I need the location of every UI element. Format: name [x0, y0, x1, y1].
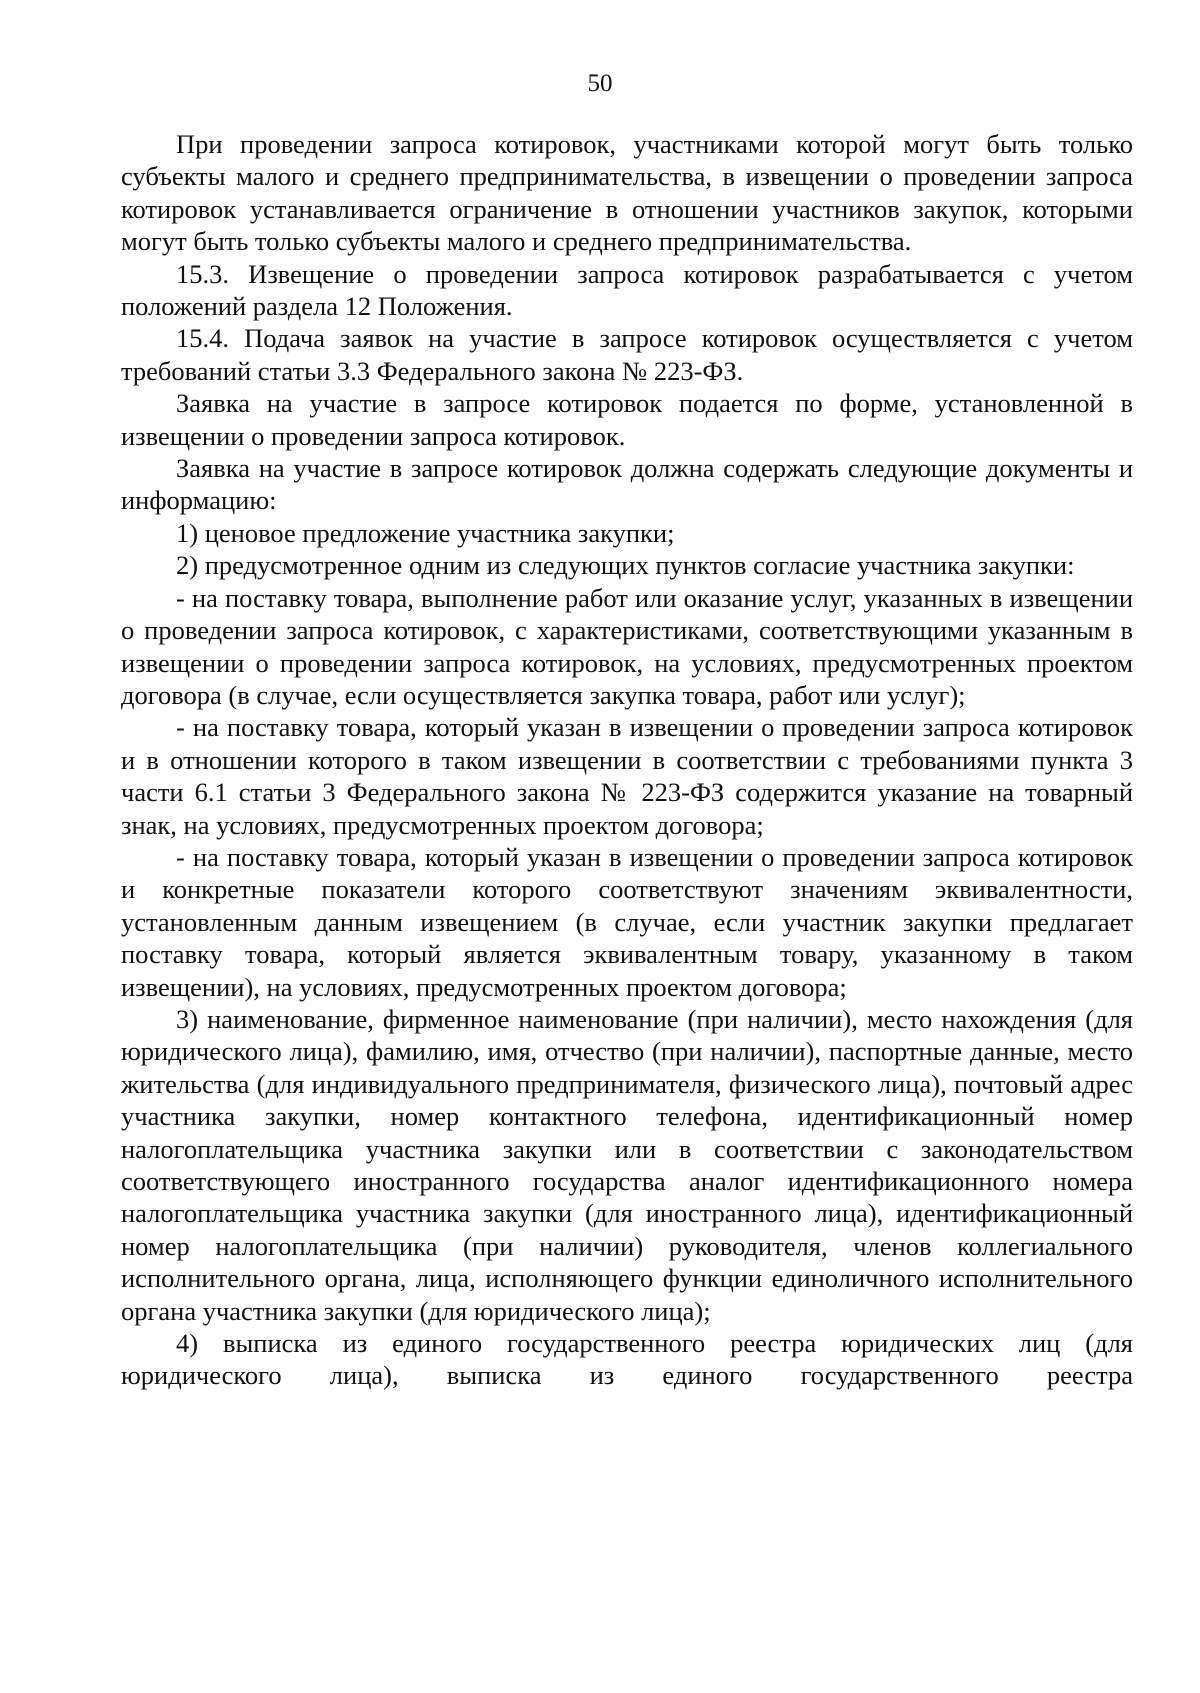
list-item-1: 1) ценовое предложение участника закупки;	[176, 517, 675, 548]
list-subitem-consent-equivalent: - на поставку товара, который указан в извещении о проведении запроса котировок и конкретные показатели которого соответствуют значениям эквивалентности, установленным данным извещением (в случае, если участник закупки предлагает поставку товара, который является эквивалентным товару, указанному в таком извещении), на условиях, предусмотренных проектом договора;	[121, 841, 1133, 1002]
list-item-2: 2) предусмотренное одним из следующих пунктов согласие участника закупки:	[176, 550, 1075, 581]
page-number: 50	[587, 70, 613, 97]
paragraph-15-3: 15.3. Извещение о проведении запроса котировок разрабатывается с учетом положений раздела 12 Положения.	[121, 258, 1133, 322]
document-body	[121, 128, 1133, 1392]
list-item-4: 4) выписка из единого государственного реестра юридических лиц (для юридического лица), выписка из единого государственного реестра	[121, 1328, 1133, 1391]
paragraph-application-contents: Заявка на участие в запросе котировок должна содержать следующие документы и информацию:	[121, 453, 1133, 516]
paragraph-application-form: Заявка на участие в запросе котировок подается по форме, установленной в извещении о проведении запроса котировок.	[121, 388, 1133, 451]
list-item-3: 3) наименование, фирменное наименование (при наличии), место нахождения (для юридического лица), фамилию, имя, отчество (при наличии), паспортные данные, место жительства (для индивидуального предпринимателя, физического лица), почтовый адрес участника закупки, номер контактного телефона, идентификационный номер налогоплательщика участника закупки или в соответствии с законодательством соответствующего иностранного государства аналог идентификационного номера налогоплательщика участника закупки (для иностранного лица), идентификационный номер налогоплательщика (при наличии) руководителя, членов коллегиального исполнительного органа, лица, исполняющего функции единоличного исполнительного органа участника закупки (для юридического лица);	[121, 1003, 1133, 1326]
paragraph-15-4: 15.4. Подача заявок на участие в запросе котировок осуществляется с учетом требований статьи 3.3 Федерального закона № 223-ФЗ.	[121, 323, 1133, 386]
paragraph-smb-restriction: При проведении запроса котировок, участниками которой могут быть только субъекты малого и среднего предпринимательства, в извещении о проведении запроса котировок устанавливается ограничение в отношении участников закупок, которыми могут быть только субъекты малого и среднего предпринимательства.	[121, 129, 1133, 257]
list-subitem-consent-goods-works: - на поставку товара, выполнение работ или оказание услуг, указанных в извещении о проведении запроса котировок, с характеристиками, соответствующими указанным в извещении о проведении запроса котировок, на условиях, предусмотренных проектом договора (в случае, если осуществляется закупка товара, работ или услуг);	[121, 582, 1133, 710]
list-subitem-consent-trademark: - на поставку товара, который указан в извещении о проведении запроса котировок и в отношении которого в таком извещении в соответствии с требованиями пункта 3 части 6.1 статьи 3 Федерального закона № 223-ФЗ содержится указание на товарный знак, на условиях, предусмотренных проектом договора;	[121, 712, 1133, 840]
